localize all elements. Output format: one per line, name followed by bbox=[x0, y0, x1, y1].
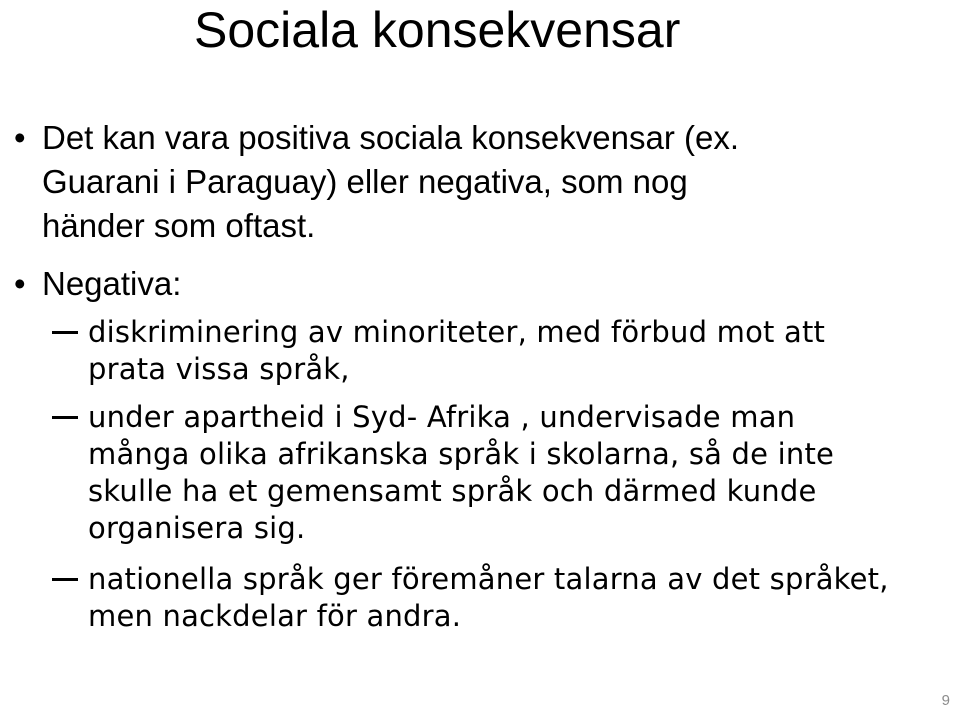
bullet-item-1 bbox=[42, 116, 739, 248]
sub-item-2 bbox=[88, 399, 834, 547]
sub-item-2-line-2: många olika afrikanska språk i skolarna, så de inte bbox=[88, 437, 835, 471]
bullet-item-2 bbox=[42, 262, 181, 306]
sub-item-2-line-1: under apartheid i Syd- Afrika , undervisade man bbox=[88, 400, 796, 434]
sub-item-2-line-3: skulle ha et gemensamt språk och därmed kunde bbox=[88, 474, 817, 508]
sub-item-2-line-4: organisera sig. bbox=[88, 511, 306, 545]
sub-item-1-line-1: diskriminering av minoriteter, med förbud mot att bbox=[88, 315, 826, 349]
dash-marker bbox=[52, 331, 78, 334]
dash-marker bbox=[52, 416, 78, 419]
sub-item-3-line-1: nationella språk ger föremåner talarna av det språket, bbox=[88, 562, 889, 596]
slide-title: Sociala konsekvensar bbox=[194, 2, 681, 58]
bullet-item-1-line-3: händer som oftast. bbox=[42, 207, 316, 244]
bullet-marker: • bbox=[14, 265, 26, 302]
bullet-item-1-line-2: Guarani i Paraguay) eller negativa, som nog bbox=[42, 163, 688, 200]
sub-item-3 bbox=[88, 561, 889, 635]
bullet-marker: • bbox=[14, 119, 26, 156]
bullet-item-1-line-1: Det kan vara positiva sociala konsekvensar (ex. bbox=[42, 119, 739, 156]
bullet-item-2-line-1: Negativa: bbox=[42, 265, 182, 302]
sub-item-3-line-2: men nackdelar för andra. bbox=[88, 599, 462, 633]
sub-item-1 bbox=[88, 314, 825, 388]
sub-item-1-line-2: prata vissa språk, bbox=[88, 352, 350, 386]
page-number: 9 bbox=[941, 692, 950, 709]
dash-marker bbox=[52, 578, 78, 581]
